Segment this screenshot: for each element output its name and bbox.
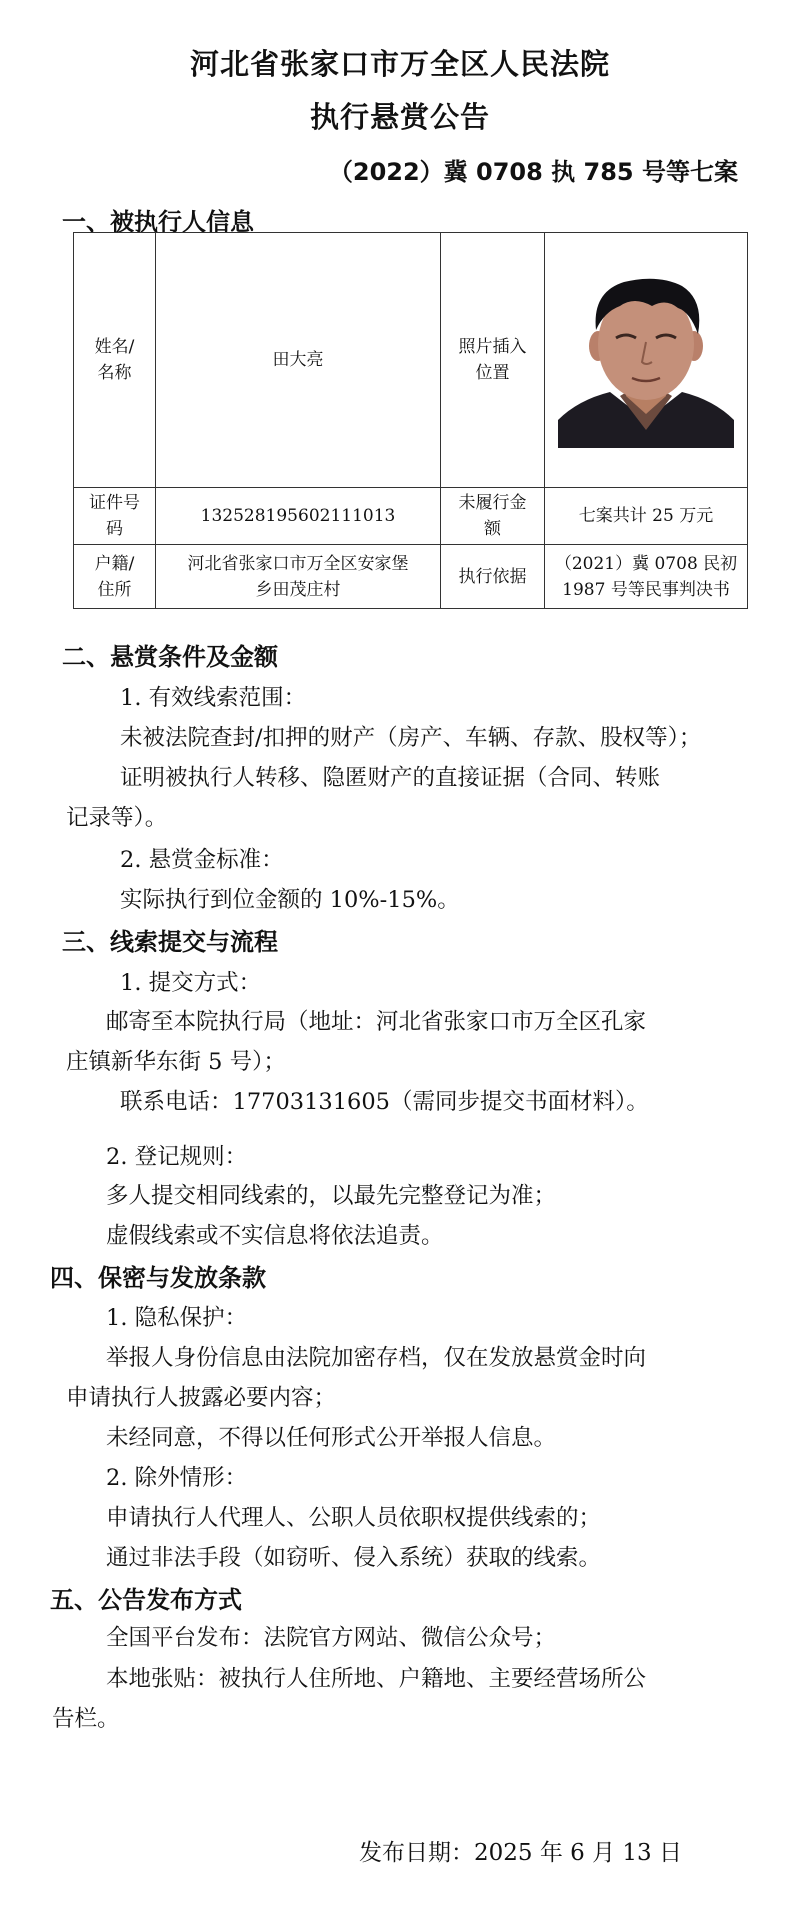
section-2-heading: 二、悬赏条件及金额 bbox=[62, 643, 278, 671]
s3-item1-title: 1. 提交方式： bbox=[120, 970, 262, 996]
s4-item1-line1b: 申请执行人披露必要内容； bbox=[66, 1385, 337, 1411]
section-5-heading: 五、公告发布方式 bbox=[50, 1586, 242, 1614]
case-number: （2022）冀 0708 执 785 号等七案 bbox=[328, 158, 738, 186]
unpaid-value: 七案共计 25 万元 bbox=[545, 488, 748, 545]
court-name: 河北省张家口市万全区人民法院 bbox=[189, 47, 610, 81]
s5-line2a: 本地张贴：被执行人住所地、户籍地、主要经营场所公 bbox=[106, 1666, 647, 1692]
id-value: 132528195602111013 bbox=[156, 488, 441, 545]
s2-item2-line1: 实际执行到位金额的 10%-15%。 bbox=[120, 887, 460, 913]
s2-item2-title: 2. 悬赏金标准： bbox=[120, 847, 284, 873]
s3-item2-line2: 虚假线索或不实信息将依法追责。 bbox=[106, 1223, 444, 1249]
notice-title: 执行悬赏公告 bbox=[309, 100, 490, 134]
s4-item2-line2: 通过非法手段（如窃听、侵入系统）获取的线索。 bbox=[106, 1545, 602, 1571]
s3-item2-line1: 多人提交相同线索的，以最先完整登记为准； bbox=[106, 1183, 557, 1209]
s3-item2-title: 2. 登记规则： bbox=[106, 1144, 248, 1170]
s4-item2-line1: 申请执行人代理人、公职人员依职权提供线索的； bbox=[106, 1505, 602, 1531]
photo-label: 照片插入 位置 bbox=[441, 233, 545, 488]
address-value: 河北省张家口市万全区安家堡 乡田茂庄村 bbox=[156, 545, 441, 609]
s5-line1: 全国平台发布：法院官方网站、微信公众号； bbox=[106, 1625, 557, 1651]
s3-item1-line1b: 庄镇新华东街 5 号）； bbox=[66, 1049, 286, 1075]
s3-item1-line1a: 邮寄至本院执行局（地址：河北省张家口市万全区孔家 bbox=[106, 1009, 647, 1035]
address-label: 户籍/ 住所 bbox=[74, 545, 156, 609]
unpaid-label: 未履行金 额 bbox=[441, 488, 545, 545]
section-4-heading: 四、保密与发放条款 bbox=[50, 1264, 266, 1292]
section-3-heading: 三、线索提交与流程 bbox=[62, 928, 278, 956]
publish-date: 发布日期：2025 年 6 月 13 日 bbox=[359, 1840, 682, 1866]
name-label: 姓名/ 名称 bbox=[74, 233, 156, 488]
s2-item1-line2a: 证明被执行人转移、隐匿财产的直接证据（合同、转账 bbox=[120, 765, 661, 791]
s4-item2-title: 2. 除外情形： bbox=[106, 1465, 248, 1491]
photo-cell bbox=[545, 233, 748, 488]
s3-item1-line2: 联系电话：17703131605（需同步提交书面材料）。 bbox=[120, 1089, 649, 1115]
s4-item1-line2: 未经同意，不得以任何形式公开举报人信息。 bbox=[106, 1425, 557, 1451]
s2-item1-line1: 未被法院查封/扣押的财产（房产、车辆、存款、股权等）； bbox=[120, 725, 702, 751]
respondent-photo bbox=[558, 272, 734, 448]
s4-item1-title: 1. 隐私保护： bbox=[106, 1305, 248, 1331]
portrait-image bbox=[558, 272, 734, 448]
s2-item1-line2b: 记录等）。 bbox=[66, 805, 168, 831]
basis-label: 执行依据 bbox=[441, 545, 545, 609]
s5-line2b: 告栏。 bbox=[52, 1706, 120, 1732]
s2-item1-title: 1. 有效线索范围： bbox=[120, 685, 307, 711]
basis-value: （2021）冀 0708 民初 1987 号等民事判决书 bbox=[545, 545, 748, 609]
respondent-info-table bbox=[73, 232, 748, 609]
section-1-heading: 一、被执行人信息 bbox=[62, 208, 254, 236]
name-value: 田大亮 bbox=[156, 233, 441, 488]
s4-item1-line1a: 举报人身份信息由法院加密存档，仅在发放悬赏金时向 bbox=[106, 1345, 647, 1371]
id-label: 证件号 码 bbox=[74, 488, 156, 545]
